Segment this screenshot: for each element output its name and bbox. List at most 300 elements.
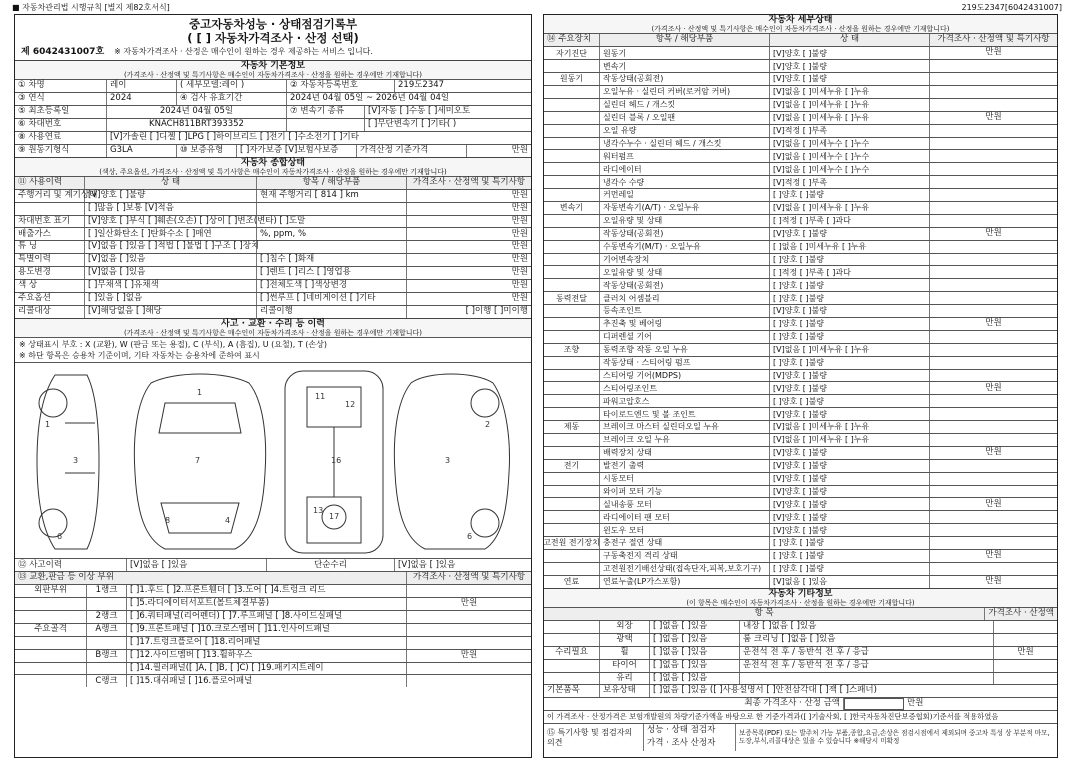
detail-status: [V]양호 [ ]불량 — [770, 305, 930, 317]
overall-state: [ ]일산화탄소 [ ]탄화수소 [ ]매연 — [85, 228, 257, 240]
label-price-assessor: 가격 · 조사 산정자 — [647, 737, 716, 748]
overall-row — [15, 189, 531, 202]
detail-device — [544, 163, 600, 175]
detail-device — [544, 241, 600, 253]
detail-status: [V]없음 [ ]미세누유 [ ]누유 — [770, 434, 930, 446]
detail-row — [544, 459, 1057, 472]
value-first-registration: 2024년 04월 05일 — [107, 106, 287, 118]
detail-status: [V]없음 [ ]미세누유 [ ]누유 — [770, 202, 930, 214]
right-page — [543, 14, 1058, 758]
detail-part: 작동상태(공회전) — [600, 228, 770, 240]
document-note: ※ 자동차가격조사 · 산정은 매수인이 원하는 경우 제공하는 서비스 입니다. — [114, 47, 373, 57]
overall-row — [15, 279, 531, 292]
basic-info-title: 자동차 기본정보 — [241, 60, 305, 71]
head-other-item: 항 목 — [544, 608, 985, 620]
value-model: ( 세부모델:레이 ) — [177, 80, 287, 92]
detail-row — [544, 575, 1057, 588]
detail-status: [V]없음 [ ]미세누수 [ ]누수 — [770, 138, 930, 150]
value-transmission-2: [ ]무단변속기 [ ]기타( ) — [368, 118, 457, 129]
head-usage: ⑪ 사용이력 — [15, 177, 85, 189]
document-code: 219도2347[6042431007] — [961, 3, 1062, 12]
detail-price — [930, 266, 1057, 278]
detail-device — [544, 357, 600, 369]
detail-row — [544, 253, 1057, 266]
overall-label: 차대번호 표기 — [15, 216, 85, 228]
repair-item-2: 룸 크리닝 [ ]없음 [ ]있음 — [740, 634, 994, 646]
detail-status: [V]없음 [ ]미세누유 [ ]누유 — [770, 421, 930, 433]
overall-label: 배출가스 — [15, 228, 85, 240]
detail-device: 자기진단 — [544, 47, 600, 59]
head-other-price: 가격조사 · 산정액 — [988, 608, 1054, 619]
detail-price — [930, 460, 1057, 472]
detail-part: 기어변속장치 — [600, 254, 770, 266]
detail-device — [544, 486, 600, 498]
detail-row — [544, 124, 1057, 137]
detail-device — [544, 382, 600, 394]
accident-title: 사고 · 교환 · 수리 등 이력 — [221, 318, 325, 329]
detail-device — [544, 228, 600, 240]
detail-row — [544, 149, 1057, 162]
detail-status: [ ]양호 [ ]불량 — [770, 563, 930, 575]
overall-label: 주요옵션 — [15, 293, 85, 305]
detail-part: 실린더 헤드 / 개스킷 — [600, 99, 770, 111]
repair-group: 수리필요 — [544, 647, 600, 659]
repair-group — [544, 673, 600, 685]
detail-row — [544, 111, 1057, 124]
symbol-note-2: ※ 하단 항목은 승용차 기준이며, 기타 자동차는 승용차에 준하여 표시 — [19, 351, 260, 361]
basic-info-note: (가격조사 · 산정액 및 특기사항은 매수인이 자동차가격조사 · 산정을 원하는 경우에만 기재합니다) — [123, 71, 423, 80]
detail-price — [930, 202, 1057, 214]
detail-status: [ ]양호 [ ]불량 — [770, 395, 930, 407]
detail-row — [544, 369, 1057, 382]
detail-row — [544, 98, 1057, 111]
overall-row — [15, 215, 531, 228]
detail-status: [V]양호 [ ]불량 — [770, 460, 930, 472]
detail-part: 동력조향 작동 오일 누유 — [600, 344, 770, 356]
detail-part: 와이퍼 모터 기능 — [600, 486, 770, 498]
exchange-rank: C랭크 — [87, 675, 127, 687]
repair-state: [ ]없음 [ ]있음 — [650, 621, 740, 633]
detail-device — [544, 60, 600, 72]
detail-status: [ ]양호 [ ]불량 — [770, 537, 930, 549]
detail-price — [930, 473, 1057, 485]
label-transmission: ⑦ 변속기 종류 — [287, 106, 365, 118]
svg-text:7: 7 — [195, 456, 201, 466]
detail-price — [930, 125, 1057, 137]
exchange-price: 만원 — [460, 598, 478, 609]
form-reference: ■ 자동차관리법 시행규칙 [별지 제82호서식] — [12, 3, 170, 12]
value-inspection-period: 2024년 04월 05일 ~ 2026년 04월 04일 — [290, 93, 450, 104]
detail-device — [544, 395, 600, 407]
overall-item: [ ]침수 [ ]화재 — [257, 254, 407, 266]
detail-row — [544, 137, 1057, 150]
repair-group — [544, 621, 600, 633]
exchange-parts: [ ]14.필러패널([ ]A, [ ]B, [ ]C) [ ]19.패키지트레이 — [127, 663, 407, 675]
detail-device — [544, 99, 600, 111]
detail-note: (가격조사 · 산정액 및 특기사항은 매수인이 자동차가격조사 · 산정을 원하는 경우에만 기재합니다) — [651, 25, 950, 34]
svg-text:11: 11 — [315, 392, 326, 402]
overall-price: 만원 — [511, 292, 528, 303]
detail-status: [ ]양호 [ ]불량 — [770, 357, 930, 369]
exchange-row — [15, 649, 531, 662]
repair-item: 광택 — [600, 634, 650, 646]
overall-state: [ ]무채색 [ ]유채색 — [85, 280, 257, 292]
detail-part: 변속기 — [600, 60, 770, 72]
detail-status: [V]양호 [ ]불량 — [770, 47, 930, 59]
detail-device — [544, 511, 600, 523]
repair-group — [544, 634, 600, 646]
overall-price: 만원 — [511, 228, 528, 239]
detail-part: 오일유량 및 상태 — [600, 266, 770, 278]
left-page — [14, 14, 532, 758]
repair-price — [994, 634, 1057, 646]
svg-text:8: 8 — [165, 516, 171, 526]
detail-price — [930, 241, 1057, 253]
svg-text:3: 3 — [73, 456, 79, 466]
detail-device — [544, 254, 600, 266]
detail-price: 만원 — [985, 498, 1002, 509]
detail-device: 원동기 — [544, 73, 600, 85]
car-outline-svg — [15, 363, 531, 559]
exchange-price — [407, 663, 531, 675]
overall-price: 만원 — [511, 202, 528, 213]
detail-status: [V]양호 [ ]불량 — [770, 370, 930, 382]
detail-row — [544, 381, 1057, 394]
detail-device — [544, 370, 600, 382]
detail-device — [544, 125, 600, 137]
car-diagram — [15, 362, 531, 558]
repair-item-2: 내장 [ ]없음 [ ]있음 — [740, 621, 994, 633]
detail-price: 만원 — [985, 47, 1002, 58]
detail-row — [544, 278, 1057, 291]
detail-price — [930, 99, 1057, 111]
label-holding-state: 보유상태 — [600, 685, 650, 697]
exchange-group — [15, 663, 87, 675]
detail-price — [930, 138, 1057, 150]
detail-row — [544, 85, 1057, 98]
exchange-group — [15, 637, 87, 649]
overall-price: 만원 — [511, 215, 528, 226]
exchange-rank — [87, 637, 127, 649]
repair-item: 타이어 — [600, 660, 650, 672]
detail-price — [930, 215, 1057, 227]
detail-device: 제동 — [544, 421, 600, 433]
detail-part: 냉각수 수량 — [600, 176, 770, 188]
svg-text:4: 4 — [225, 516, 231, 526]
detail-status: [V]없음 [ ]미세누수 [ ]누수 — [770, 163, 930, 175]
exchange-rank — [87, 598, 127, 610]
repair-item: 휠 — [600, 647, 650, 659]
head-status: 상 태 — [770, 34, 930, 46]
detail-part: 작동상태 · 스티어링 펌프 — [600, 357, 770, 369]
detail-price — [930, 86, 1057, 98]
detail-price: 만원 — [985, 575, 1002, 586]
exchange-group: 외판부위 — [15, 585, 87, 597]
svg-text:3: 3 — [445, 456, 451, 466]
detail-device: 동력전달 — [544, 292, 600, 304]
head-detail-price: 가격조사 · 산정액 및 특기사항 — [937, 34, 1050, 45]
detail-row — [544, 523, 1057, 536]
svg-text:1: 1 — [45, 420, 51, 430]
detail-row — [544, 291, 1057, 304]
overall-state: [V]해당없음 [ ]해당 — [85, 306, 257, 318]
detail-price — [930, 331, 1057, 343]
exchange-parts: [ ]12.사이드멤버 [ ]13.휠하우스 — [127, 650, 407, 662]
detail-status: [V]없음 [ ]미세누유 [ ]누유 — [770, 344, 930, 356]
detail-row — [544, 317, 1057, 330]
overall-state: [V]양호 [ ]불량 — [85, 190, 257, 202]
overall-item — [257, 216, 407, 228]
detail-device — [544, 266, 600, 278]
detail-device — [544, 563, 600, 575]
detail-price — [930, 73, 1057, 85]
detail-part: 라디에이터 팬 모터 — [600, 511, 770, 523]
svg-text:13: 13 — [313, 506, 324, 516]
detail-part: 라디에이터 — [600, 163, 770, 175]
value-vin: KNACH811BRT393352 — [107, 119, 287, 131]
detail-row — [544, 227, 1057, 240]
detail-status: [ ]양호 [ ]불량 — [770, 292, 930, 304]
detail-row — [544, 265, 1057, 278]
detail-row — [544, 72, 1057, 85]
detail-part: 파워고압호스 — [600, 395, 770, 407]
detail-device — [544, 318, 600, 330]
detail-price — [930, 434, 1057, 446]
label-year: ③ 연식 — [15, 93, 107, 105]
head-part: 항목 / 해당부품 — [600, 34, 770, 46]
other-info-note: (이 항목은 매수인이 자동차가격조사 · 산정을 원하는 경우에만 기재합니다) — [686, 599, 915, 608]
label-engine: ⑨ 원동기형식 — [15, 145, 107, 157]
value-base-price: 만원 — [511, 144, 528, 155]
overall-price: 만원 — [511, 280, 528, 291]
repair-state: [ ]없음 [ ]있음 — [650, 660, 740, 672]
overall-item: %, ppm, % — [257, 228, 407, 240]
detail-price: 만원 — [985, 550, 1002, 561]
repair-price: 만원 — [1017, 646, 1034, 657]
detail-device — [544, 498, 600, 510]
exchange-parts: [ ]6.쿼터패널(리어펜더) [ ]7.루프패널 [ ]8.사이드실패널 — [127, 611, 407, 623]
detail-part: 오일유량 및 상태 — [600, 215, 770, 227]
detail-price — [930, 563, 1057, 575]
detail-part: 냉각수누수 · 실린더 헤드 / 개스킷 — [600, 138, 770, 150]
repair-row — [544, 646, 1057, 659]
detail-status: [ ]없음 [ ]미세누유 [ ]누유 — [770, 241, 930, 253]
overall-label: 튜 닝 — [15, 241, 85, 253]
overall-state: [V]없음 [ ]있음 — [85, 254, 257, 266]
detail-row — [544, 446, 1057, 459]
detail-price: 만원 — [985, 111, 1002, 122]
detail-device — [544, 86, 600, 98]
detail-row — [544, 304, 1057, 317]
detail-part: 자동변속기(A/T) · 오일누유 — [600, 202, 770, 214]
exchange-row — [15, 623, 531, 636]
overall-item: [ ]썬루프 [ ]네비게이션 [ ]기타 — [257, 293, 407, 305]
exchange-row — [15, 674, 531, 687]
detail-device — [544, 550, 600, 562]
head-price: 가격조사 · 산정액 및 특기사항 — [412, 176, 526, 187]
detail-part: 디퍼렌셜 기어 — [600, 331, 770, 343]
detail-status: [V]양호 [ ]불량 — [770, 498, 930, 510]
overall-title: 자동차 종합상태 — [241, 157, 305, 168]
detail-price: 만원 — [985, 446, 1002, 457]
detail-device — [544, 189, 600, 201]
overall-row — [15, 266, 531, 279]
detail-status: [ ]적정 [ ]부족 [ ]과다 — [770, 215, 930, 227]
detail-device: 연료 — [544, 576, 600, 588]
detail-price — [930, 189, 1057, 201]
detail-part: 실내송풍 모터 — [600, 498, 770, 510]
exchange-price: 만원 — [460, 649, 478, 660]
detail-device: 전기 — [544, 460, 600, 472]
final-price-unit: 만원 — [907, 698, 924, 709]
detail-part: 고전원전기배선상태(접속단자,피복,보호기구) — [600, 563, 770, 575]
overall-price: 만원 — [511, 267, 528, 278]
detail-status: [ ]양호 [ ]불량 — [770, 189, 930, 201]
detail-status: [ ]양호 [ ]불량 — [770, 550, 930, 562]
detail-price — [930, 254, 1057, 266]
detail-price — [930, 176, 1057, 188]
exchange-parts: [ ]17.트렁크플로어 [ ]18.리어패널 — [127, 637, 407, 649]
label-base-price: 가격산정 기준가격 — [357, 145, 467, 157]
repair-item-2: 운전석 전 후 / 동반석 전 후 / 응급 — [740, 660, 994, 672]
overall-item: [ ]전체도색 [ ]색상변경 — [257, 280, 407, 292]
head-state: 상 태 — [85, 177, 257, 189]
head-exchange-price: 가격조사 · 산정액 및 특기사항 — [412, 572, 526, 583]
detail-status: [ ]양호 [ ]불량 — [770, 279, 930, 291]
svg-text:6: 6 — [57, 532, 63, 542]
detail-part: 워터펌프 — [600, 150, 770, 162]
detail-device — [544, 279, 600, 291]
detail-row — [544, 343, 1057, 356]
value-plate: 219도2347 — [398, 80, 445, 91]
detail-row — [544, 188, 1057, 201]
detail-row — [544, 356, 1057, 369]
exchange-price — [407, 611, 531, 623]
detail-status: [V]양호 [ ]불량 — [770, 228, 930, 240]
detail-price — [930, 60, 1057, 72]
detail-row — [544, 175, 1057, 188]
label-inspection-period: ④ 검사 유효기간 — [177, 93, 287, 105]
detail-price — [930, 370, 1057, 382]
head-main-device: ⑭ 주요장치 — [544, 34, 600, 46]
detail-device — [544, 150, 600, 162]
detail-part: 연료누출(LP가스포함) — [600, 576, 770, 588]
detail-row — [544, 240, 1057, 253]
detail-price — [930, 305, 1057, 317]
exchange-rank: A랭크 — [87, 624, 127, 636]
detail-title: 자동차 세부상태 — [768, 15, 833, 25]
overall-row — [15, 240, 531, 253]
detail-row — [544, 420, 1057, 433]
exchange-rank: 2랭크 — [87, 611, 127, 623]
repair-item-2 — [740, 673, 994, 685]
overall-item — [257, 241, 407, 253]
exchange-group: 주요골격 — [15, 624, 87, 636]
value-engine: G3LA — [107, 145, 177, 157]
value-car-name: 레이 — [107, 80, 177, 92]
detail-price — [930, 537, 1057, 549]
svg-text:2: 2 — [485, 420, 491, 430]
detail-price — [930, 279, 1057, 291]
label-first-registration: ⑤ 최초등록일 — [15, 106, 107, 118]
label-vin: ⑥ 차대번호 — [15, 119, 107, 131]
overall-price: 만원 — [511, 189, 528, 200]
svg-text:17: 17 — [329, 512, 340, 522]
repair-row — [544, 672, 1057, 685]
exchange-parts: [ ]5.라디에이터서포트(볼트체결부품) — [127, 598, 407, 610]
exchange-price — [407, 585, 531, 597]
repair-group — [544, 660, 600, 672]
detail-status: [V]양호 [ ]불량 — [770, 511, 930, 523]
detail-row — [544, 46, 1057, 59]
label-accident-history: ⑫ 사고이력 — [15, 559, 127, 571]
detail-status: [V]적정 [ ]부족 — [770, 125, 930, 137]
detail-part: 오일 유량 — [600, 125, 770, 137]
exchange-row — [15, 662, 531, 675]
overall-label — [15, 203, 85, 215]
svg-text:6: 6 — [467, 532, 473, 542]
overall-row — [15, 305, 531, 318]
label-warranty: ⑩ 보증유형 — [177, 145, 237, 157]
overall-item — [257, 203, 407, 215]
overall-item: [ ]렌트 [ ]리스 [ ]영업용 — [257, 267, 407, 279]
detail-row — [544, 214, 1057, 227]
overall-state: [V]없음 [ ]있음 — [85, 267, 257, 279]
detail-part: 충전구 절연 상태 — [600, 537, 770, 549]
exchange-group — [15, 598, 87, 610]
label-special-notes: ⑮ 특기사항 및 점검자의 의견 — [544, 724, 644, 751]
detail-price — [930, 150, 1057, 162]
detail-part: 클러치 어셈블리 — [600, 292, 770, 304]
detail-part: 작동상태(공회전) — [600, 279, 770, 291]
label-plate: ② 자동차등록번호 — [287, 80, 395, 92]
exchange-group — [15, 611, 87, 623]
detail-row — [544, 485, 1057, 498]
repair-price — [994, 660, 1057, 672]
overall-state: [V]없음 [ ]있음 [ ]적법 [ ]불법 [ ]구조 [ ]장치 — [85, 241, 257, 253]
detail-device: 고전원 전기장치 — [543, 538, 600, 548]
detail-status: [V]양호 [ ]불량 — [770, 486, 930, 498]
overall-row — [15, 292, 531, 305]
exchange-row — [15, 597, 531, 610]
overall-note: (색상, 주요옵션, 가격조사 · 산정액 및 특기사항은 매수인이 자동차가격조사 · 산정을 원하는 경우에만 기재합니다) — [99, 167, 447, 176]
exchange-price — [407, 675, 531, 687]
detail-part: 시동모터 — [600, 473, 770, 485]
value-simple-repair: [V]없음 [ ]있음 — [398, 559, 456, 570]
value-fuel: [V]가솔린 [ ]디젤 [ ]LPG [ ]하이브리드 [ ]전기 [ ]수소전기 [ ]기타 — [110, 131, 359, 142]
detail-part: 구동축전지 격리 상태 — [600, 550, 770, 562]
page-subtitle: ( [ ] 자동차가격조사 · 산정 선택) — [187, 31, 359, 46]
detail-price — [930, 163, 1057, 175]
detail-price — [930, 344, 1057, 356]
svg-text:12: 12 — [345, 400, 356, 410]
detail-row — [544, 201, 1057, 214]
detail-price — [930, 486, 1057, 498]
detail-status: [V]없음 [ ]미세누유 [ ]누유 — [770, 112, 930, 124]
detail-row — [544, 536, 1057, 549]
repair-item-2: 운전석 전 후 / 동반석 전 후 / 응급 — [740, 647, 994, 659]
special-notes-text: 보증목록(PDF) 또는 발주처 가능 부품,종합,요금,손상은 점검시점에서 제외되며 중고차 특성 상 부분적 마모,도장,부식,리콜대상은 있을 수 있습니다 ※해당시 미확정 — [739, 729, 1050, 745]
detail-status: [V]양호 [ ]불량 — [770, 408, 930, 420]
final-price-title: 최종 가격조사 · 산정 금액 — [544, 698, 844, 710]
overall-price: 만원 — [511, 254, 528, 265]
value-transmission: [V]자동 [ ]수동 [ ]세미오토 — [368, 106, 471, 117]
accident-note: (가격조사 · 산정액 및 특기사항은 매수인이 자동차가격조사 · 산정을 원하는 경우에만 기재합니다) — [123, 329, 423, 338]
exchange-parts: [ ]9.프론트패널 [ ]10.크로스멤버 [ ]11.인사이드패널 — [127, 624, 407, 636]
exchange-row — [15, 610, 531, 623]
detail-price — [930, 395, 1057, 407]
overall-state: [ ]많음 [ ]보통 [V]적음 — [85, 203, 257, 215]
